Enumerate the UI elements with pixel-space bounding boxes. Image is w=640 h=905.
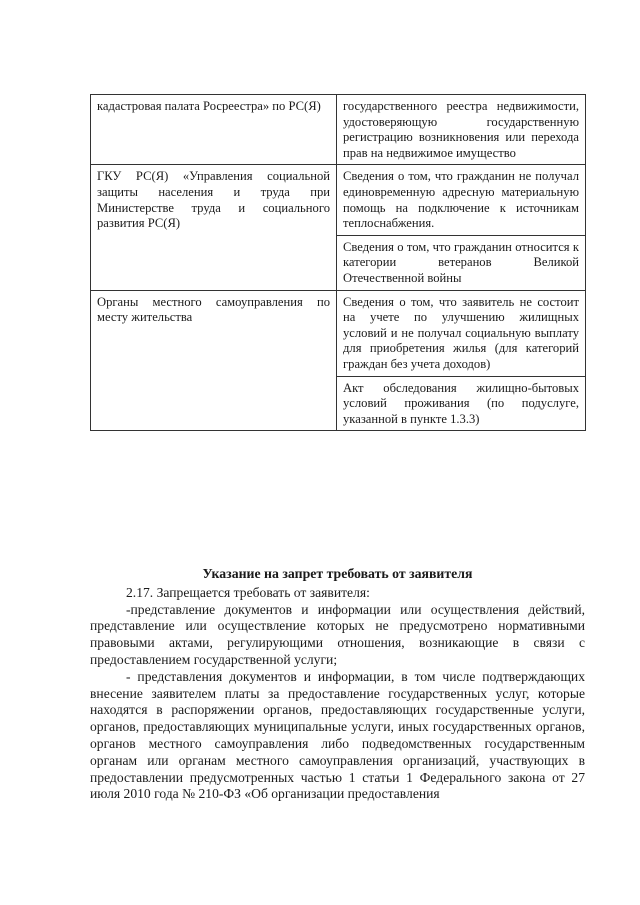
section-heading: Указание на запрет требовать от заявителя (202, 566, 473, 581)
table-cell-organization (91, 95, 337, 165)
organization-name: ГКУ РС(Я) «Управления социальной защиты населения и труда при Министерстве труда и социального развития РС(Я) (97, 169, 330, 231)
organization-name: Органы местного самоуправления по месту жительства (97, 294, 330, 325)
services-table (90, 94, 586, 431)
table-row (91, 290, 586, 431)
paragraph: -представление документов и информации или осуществления действий, представление или осуществление которых не предусмотрено нормативными правовыми актами, регулирующими отношения, возникающие в связи с предоставлением государственной услуги; (90, 601, 585, 667)
information-item: Акт обследования жилищно-бытовых условий проживания (по подуслуге, указанной в пункте 1.3.3) (337, 376, 585, 431)
table-cell-organization (91, 165, 337, 290)
table-cell-information (337, 95, 586, 165)
organization-name: кадастровая палата Росреестра» по РС(Я) (97, 99, 321, 113)
section-body (90, 566, 585, 803)
information-item: Сведения о том, что заявитель не состоит на учете по улучшению жилищных условий и не получал социальную выплату для приобретения жилья (для категорий граждан без учета доходов) (343, 294, 579, 371)
table-cell-information (337, 165, 586, 290)
information-item: государственного реестра недвижимости, удостоверяющую государственную регистрацию возникновения или перехода прав на недвижимое имущество (343, 99, 579, 160)
information-item: Сведения о том, что гражданин не получал единовременную адресную материальную помощь на подключение к источникам теплоснабжения. (343, 169, 579, 231)
information-item: Сведения о том, что гражданин относится к категории ветеранов Великой Отечественной войны (337, 235, 585, 290)
paragraph: - представления документов и информации, в том числе подтверждающих внесение заявителем платы за предоставление государственных услуг, которые находятся в распоряжении органов, предоставляющих государственные услуги, органов, предоставляющих муниципальные услуги, иных государственных органов, органов местного самоуправления либо подведомственных государственным органам или органам местного самоуправления организаций, участвующих в предоставлении предусмотренных частью 1 статьи 1 Федерального закона от 27 июля 2010 года № 210-ФЗ «Об организации предоставления (90, 668, 585, 802)
table-row (91, 95, 586, 165)
table-row (91, 165, 586, 290)
table-cell-information (337, 290, 586, 431)
table-cell-organization (91, 290, 337, 431)
section-intro: 2.17. Запрещается требовать от заявителя: (126, 584, 370, 600)
